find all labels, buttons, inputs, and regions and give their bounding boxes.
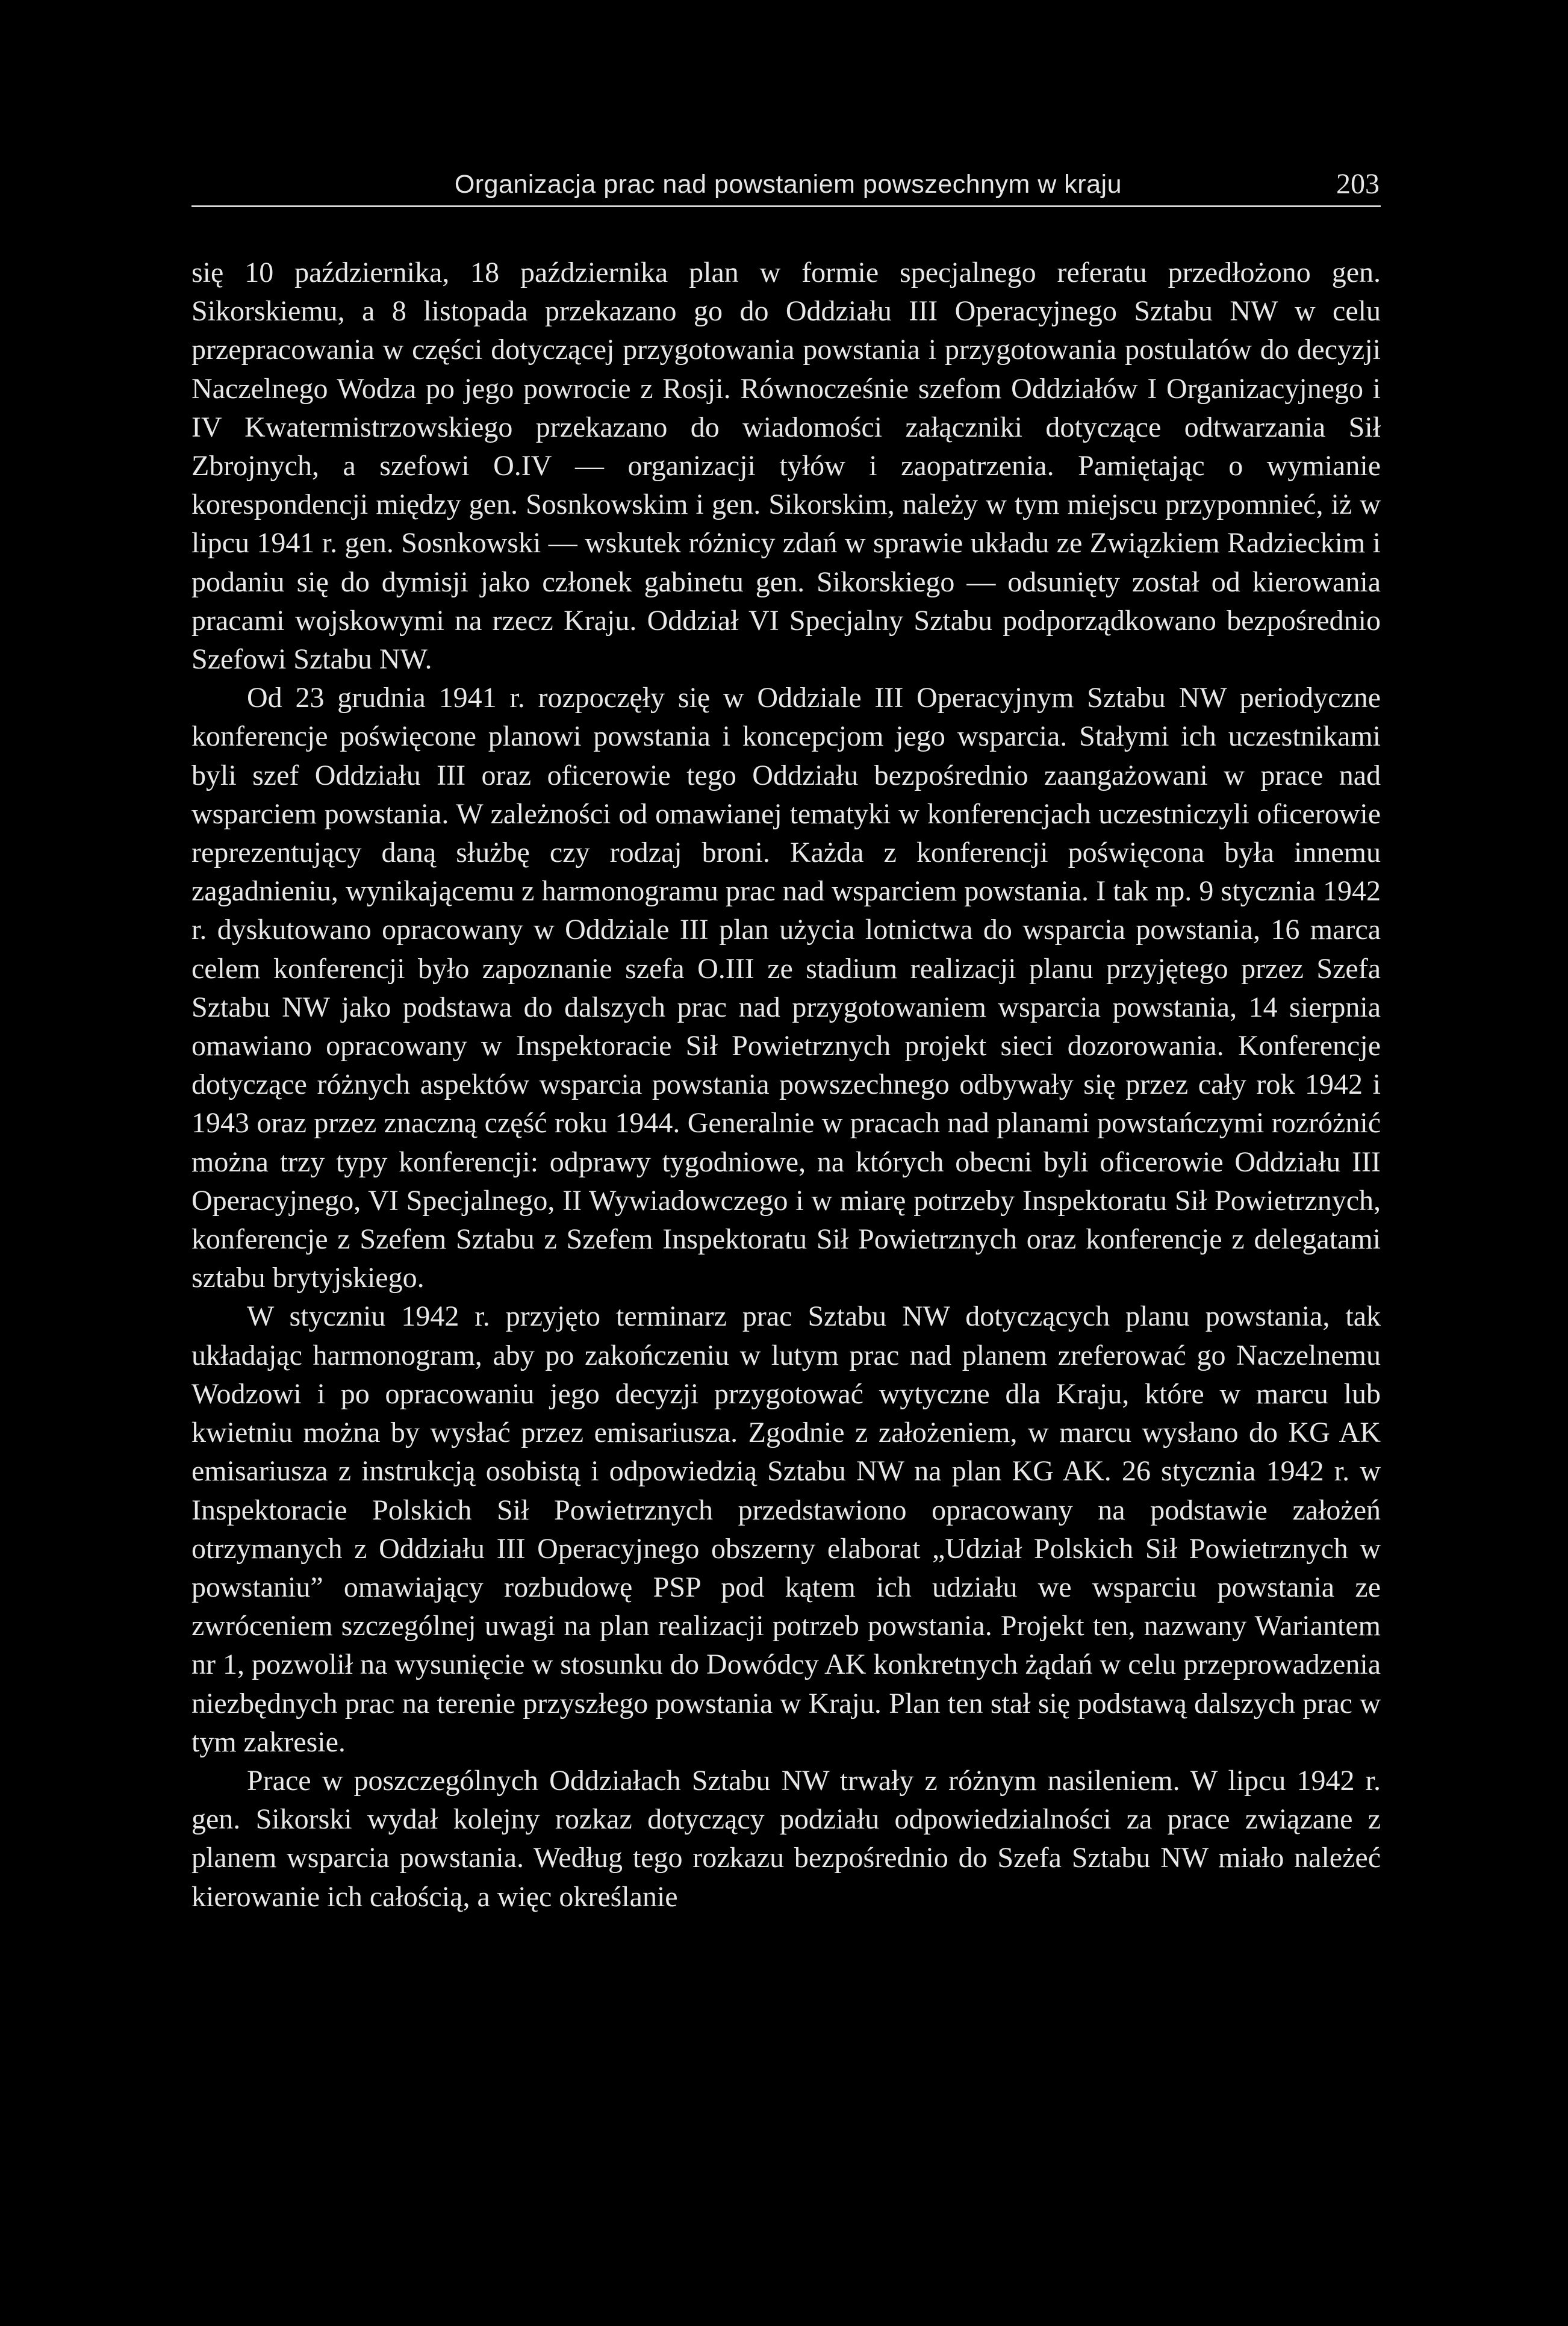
paragraph: W styczniu 1942 r. przyjęto terminarz prac Sztabu NW dotyczących planu powstania, tak układając harmonogram, aby po zakończeniu w lutym prac nad planem zreferować go Naczelnemu Wodzowi i po opracowaniu jego decyzji przygotować wytyczne dla Kraju, które w marcu lub kwietniu można by wysłać przez emisariusza. Zgodnie z założeniem, w marcu wysłano do KG AK emisariusza z instrukcją osobistą i odpowiedzią Sztabu NW na plan KG AK. 26 stycznia 1942 r. w Inspektoracie Polskich Sił Powietrznych przedstawiono opracowany na podstawie założeń otrzymanych z Oddziału III Operacyjnego obszerny elaborat „Udział Polskich Sił Powietrznych w powstaniu” omawiający rozbudowę PSP pod kątem ich udziału we wsparciu powstania ze zwróceniem szczególnej uwagi na plan realizacji potrzeb powstania. Projekt ten, nazwany Wariantem nr 1, pozwolił na wysunięcie w stosunku do Dowódcy AK konkretnych żądań w celu przeprowadzenia niezbędnych prac na terenie przyszłego powstania w Kraju. Plan ten stał się podstawą dalszych prac w tym zakresie.	[191, 1300, 1381, 1758]
paragraph: Prace w poszczególnych Oddziałach Sztabu NW trwały z różnym nasileniem. W lipcu 1942 r. gen. Sikorski wydał kolejny rozkaz dotyczący podziału odpowiedzialności za prace związane z planem wsparcia powstania. Według tego rozkazu bezpośrednio do Szefa Sztabu NW miało należeć kierowanie ich całością, a więc określanie	[191, 1764, 1381, 1913]
paragraph: Od 23 grudnia 1941 r. rozpoczęły się w Oddziale III Operacyjnym Sztabu NW periodyczne konferencje poświęcone planowi powstania i koncepcjom jego wsparcia. Stałymi ich uczestnikami byli szef Oddziału III oraz oficerowie tego Oddziału bezpośrednio zaangażowani w prace nad wsparciem powstania. W zależności od omawianej tematyki w konferencjach uczestniczyli oficerowie reprezentujący daną służbę czy rodzaj broni. Każda z konferencji poświęcona była innemu zagadnieniu, wynikającemu z harmonogramu prac nad wsparciem powstania. I tak np. 9 stycznia 1942 r. dyskutowano opracowany w Oddziale III plan użycia lotnictwa do wsparcia powstania, 16 marca celem konferencji było zapoznanie szefa O.III ze stadium realizacji planu przyjętego przez Szefa Sztabu NW jako podstawa do dalszych prac nad przygotowaniem wsparcia powstania, 14 sierpnia omawiano opracowany w Inspektoracie Sił Powietrznych projekt sieci dozorowania. Konferencje dotyczące różnych aspektów wsparcia powstania powszechnego odbywały się przez cały rok 1942 i 1943 oraz przez znaczną część roku 1944. Generalnie w pracach nad planami powstańczymi rozróżnić można trzy typy konferencji: odprawy tygodniowe, na których obecni byli oficerowie Oddziału III Operacyjnego, VI Specjalnego, II Wywiadowczego i w miarę potrzeby Inspektoratu Sił Powietrznych, konferencje z Szefem Sztabu z Szefem Inspektoratu Sił Powietrznych oraz konferencje z delegatami sztabu brytyjskiego.	[191, 682, 1381, 1294]
body-text	[191, 254, 1381, 1916]
paragraph: się 10 października, 18 października plan w formie specjalnego referatu przedłożono gen. Sikorskiemu, a 8 listopada przekazano go do Oddziału III Operacyjnego Sztabu NW w celu przepracowania w części dotyczącej przygotowania powstania i przygotowania postulatów do decyzji Naczelnego Wodza po jego powrocie z Rosji. Równocześnie szefom Oddziałów I Organizacyjnego i IV Kwatermistrzowskiego przekazano do wiadomości załączniki dotyczące odtwarzania Sił Zbrojnych, a szefowi O.IV — organizacji tyłów i zaopatrzenia. Pamiętając o wymianie korespondencji między gen. Sosnkowskim i gen. Sikorskim, należy w tym miejscu przypomnieć, iż w lipcu 1941 r. gen. Sosnkowski — wskutek różnicy zdań w sprawie układu ze Związkiem Radzieckim i podaniu się do dymisji jako członek gabinetu gen. Sikorskiego — odsunięty został od kierowania pracami wojskowymi na rzecz Kraju. Oddział VI Specjalny Sztabu podporządkowano bezpośrednio Szefowi Sztabu NW.	[191, 257, 1381, 676]
running-header-title: Organizacja prac nad powstaniem powszechnym w kraju	[454, 170, 1122, 199]
running-header	[191, 163, 1381, 207]
page-number: 203	[1336, 168, 1380, 200]
